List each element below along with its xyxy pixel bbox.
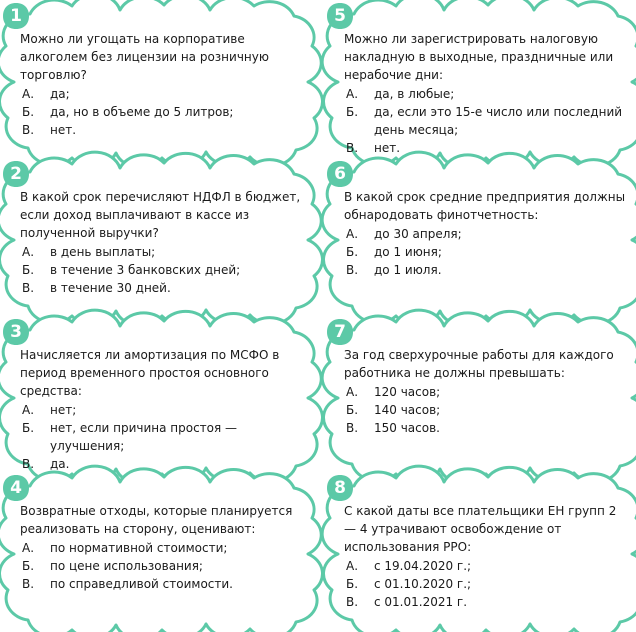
quiz-card-4 bbox=[2, 474, 318, 632]
answer-option bbox=[20, 103, 302, 121]
answer-option bbox=[344, 557, 626, 575]
option-text: по справедливой стоимости. bbox=[50, 577, 233, 591]
badge-number: 5 bbox=[334, 6, 346, 26]
option-letter: А. bbox=[22, 87, 35, 101]
answer-option bbox=[344, 85, 626, 103]
answer-option bbox=[344, 261, 626, 279]
option-letter: В. bbox=[346, 263, 359, 277]
option-letter: Б. bbox=[346, 577, 359, 591]
option-text: да, но в объеме до 5 литров; bbox=[50, 105, 234, 119]
badge-number: 8 bbox=[334, 478, 346, 498]
option-letter: Б. bbox=[22, 263, 35, 277]
answer-option bbox=[344, 419, 626, 437]
answer-option bbox=[20, 455, 302, 473]
option-letter: В. bbox=[22, 281, 35, 295]
answer-option bbox=[344, 593, 626, 611]
quiz-card-7 bbox=[326, 318, 636, 476]
option-letter: А. bbox=[22, 245, 35, 259]
question-text: В какой срок средние предприятия должны обнародовать финотчетность: bbox=[344, 190, 626, 222]
number-badge bbox=[2, 160, 30, 188]
card-content bbox=[344, 346, 626, 437]
answer-option bbox=[20, 279, 302, 297]
number-badge bbox=[326, 2, 354, 30]
option-letter: Б. bbox=[346, 105, 359, 119]
number-badge bbox=[2, 474, 30, 502]
option-letter: Б. bbox=[346, 403, 359, 417]
badge-number: 2 bbox=[10, 164, 22, 184]
number-badge bbox=[326, 160, 354, 188]
badge-number: 7 bbox=[334, 322, 346, 342]
option-text: нет. bbox=[374, 141, 401, 155]
answer-option bbox=[344, 103, 626, 139]
option-text: с 01.10.2020 г.; bbox=[374, 577, 472, 591]
answer-option bbox=[20, 419, 302, 455]
question-text: Начисляется ли амортизация по МСФО в период временного простоя основного средства: bbox=[20, 348, 280, 398]
answer-option bbox=[344, 243, 626, 261]
quiz-card-1 bbox=[2, 2, 318, 160]
answer-option bbox=[344, 139, 626, 157]
card-content bbox=[20, 30, 302, 139]
option-letter: А. bbox=[22, 403, 35, 417]
option-text: 140 часов; bbox=[374, 403, 441, 417]
option-text: в день выплаты; bbox=[50, 245, 156, 259]
option-letter: В. bbox=[346, 421, 359, 435]
card-content bbox=[344, 30, 626, 157]
badge-number: 3 bbox=[10, 322, 22, 342]
option-text: по нормативной стоимости; bbox=[50, 541, 228, 555]
option-letter: В. bbox=[22, 577, 35, 591]
quiz-card-3 bbox=[2, 318, 318, 476]
option-letter: Б. bbox=[346, 245, 359, 259]
option-text: до 30 апреля; bbox=[374, 227, 462, 241]
card-content bbox=[344, 188, 626, 279]
option-letter: Б. bbox=[22, 559, 35, 573]
option-text: нет. bbox=[50, 123, 77, 137]
card-content bbox=[344, 502, 626, 611]
option-text: нет, если причина простоя — улучшения; bbox=[50, 421, 238, 453]
option-text: с 19.04.2020 г.; bbox=[374, 559, 472, 573]
option-letter: В. bbox=[22, 457, 35, 471]
option-text: до 1 июня; bbox=[374, 245, 442, 259]
option-text: в течение 30 дней. bbox=[50, 281, 171, 295]
number-badge bbox=[2, 2, 30, 30]
option-letter: А. bbox=[22, 541, 35, 555]
answer-option bbox=[344, 383, 626, 401]
question-text: С какой даты все плательщики ЕН групп 2 — 4 утрачивают освобождение от использования РРО: bbox=[344, 504, 617, 554]
question-text: За год сверхурочные работы для каждого работника не должны превышать: bbox=[344, 348, 614, 380]
option-text: в течение 3 банковских дней; bbox=[50, 263, 241, 277]
answer-option bbox=[344, 575, 626, 593]
answer-option bbox=[20, 121, 302, 139]
card-content bbox=[20, 188, 302, 297]
option-text: да, если это 15-е число или последний день месяца; bbox=[374, 105, 623, 137]
card-content bbox=[20, 346, 302, 473]
option-text: 150 часов. bbox=[374, 421, 440, 435]
option-letter: А. bbox=[346, 385, 359, 399]
answer-option bbox=[20, 557, 302, 575]
option-text: да; bbox=[50, 87, 70, 101]
quiz-card-5 bbox=[326, 2, 636, 160]
number-badge bbox=[326, 318, 354, 346]
badge-number: 6 bbox=[334, 164, 346, 184]
answer-option bbox=[20, 243, 302, 261]
option-letter: В. bbox=[346, 141, 359, 155]
answer-option bbox=[20, 401, 302, 419]
quiz-card-2 bbox=[2, 160, 318, 318]
option-text: с 01.01.2021 г. bbox=[374, 595, 468, 609]
option-letter: А. bbox=[346, 227, 359, 241]
question-text: В какой срок перечисляют НДФЛ в бюджет, если доход выплачивают в кассе из полученной выручки? bbox=[20, 190, 301, 240]
card-content bbox=[20, 502, 302, 593]
option-letter: В. bbox=[22, 123, 35, 137]
option-text: да, в любые; bbox=[374, 87, 455, 101]
option-text: да. bbox=[50, 457, 70, 471]
quiz-card-6 bbox=[326, 160, 636, 318]
option-letter: А. bbox=[346, 87, 359, 101]
answer-option bbox=[20, 539, 302, 557]
question-text: Можно ли зарегистрировать налоговую накладную в выходные, праздничные или нерабочие дни: bbox=[344, 32, 614, 82]
option-letter: В. bbox=[346, 595, 359, 609]
badge-number: 1 bbox=[10, 6, 22, 26]
answer-option bbox=[344, 225, 626, 243]
option-letter: Б. bbox=[22, 105, 35, 119]
answer-option bbox=[344, 401, 626, 419]
option-letter: Б. bbox=[22, 421, 35, 435]
number-badge bbox=[326, 474, 354, 502]
question-text: Возвратные отходы, которые планируется реализовать на сторону, оценивают: bbox=[20, 504, 293, 536]
question-text: Можно ли угощать на корпоративе алкоголем без лицензии на розничную торговлю? bbox=[20, 32, 269, 82]
answer-option bbox=[20, 261, 302, 279]
option-text: 120 часов; bbox=[374, 385, 441, 399]
answer-option bbox=[20, 575, 302, 593]
option-text: нет; bbox=[50, 403, 77, 417]
option-text: до 1 июля. bbox=[374, 263, 442, 277]
option-letter: А. bbox=[346, 559, 359, 573]
badge-number: 4 bbox=[10, 478, 22, 498]
option-text: по цене использования; bbox=[50, 559, 203, 573]
number-badge bbox=[2, 318, 30, 346]
answer-option bbox=[20, 85, 302, 103]
quiz-card-8 bbox=[326, 474, 636, 632]
